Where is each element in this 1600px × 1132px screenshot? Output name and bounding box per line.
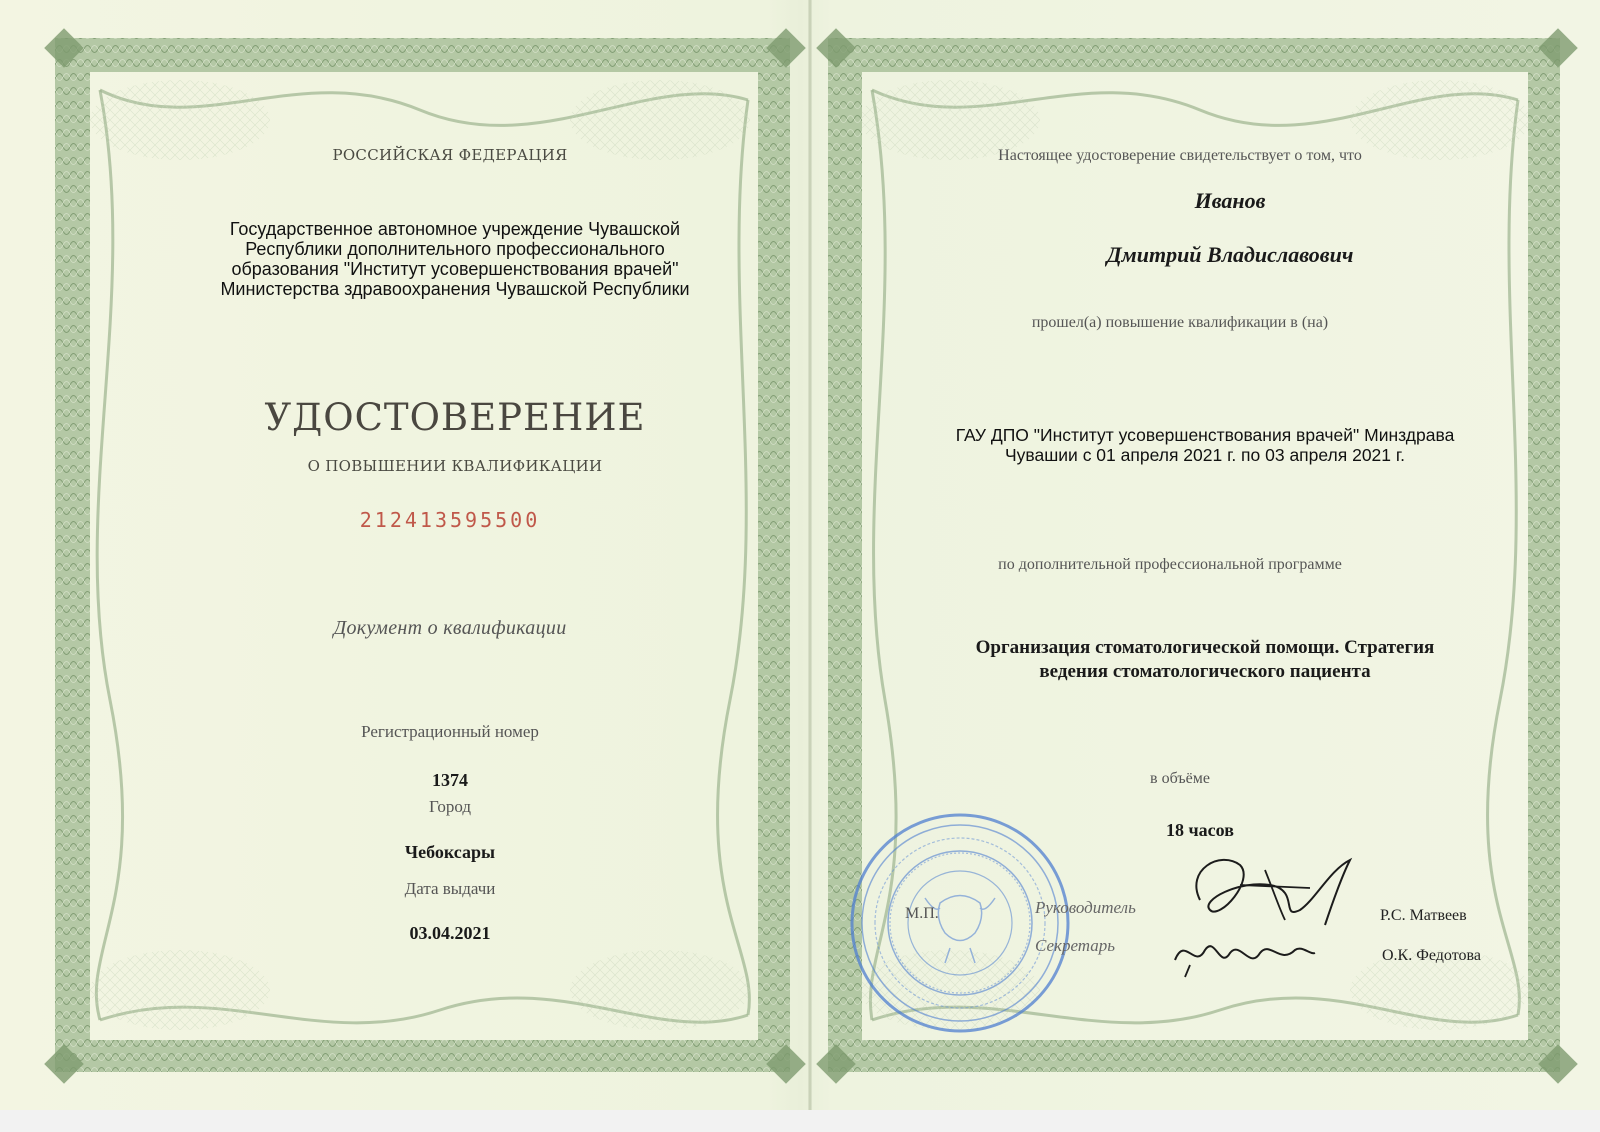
institution-block [160, 219, 750, 299]
volume-label: в объёме [1150, 770, 1210, 787]
organization-line: Чувашии с 01 апреля 2021 г. по 03 апреля 2021 г. [1005, 445, 1405, 465]
passed-text: прошел(а) повышение квалификации в (на) [1031, 314, 1329, 331]
program-block [900, 636, 1510, 684]
registration-label: Регистрационный номер [361, 722, 539, 741]
volume-value: 18 часов [1166, 820, 1234, 840]
round-seal-stamp [845, 808, 1075, 1038]
registration-number: 1374 [432, 770, 468, 790]
document-type: Документ о квалификации [333, 617, 567, 639]
center-fold [808, 0, 812, 1110]
holder-given-names: Дмитрий Владиславович [1106, 242, 1354, 267]
document-title: УДОСТОВЕРЕНИЕ [264, 396, 646, 439]
organization-block [900, 425, 1510, 465]
secretary-name: О.К. Федотова [1382, 947, 1481, 964]
program-line: Организация стоматологической помощи. Стратегия [975, 637, 1435, 658]
program-line: ведения стоматологического пациента [1039, 661, 1371, 682]
document-subtitle: О ПОВЫШЕНИИ КВАЛИФИКАЦИИ [307, 457, 603, 475]
head-role-label: Руководитель [1035, 898, 1136, 917]
secretary-role-label: Секретарь [1035, 936, 1115, 955]
holder-surname: Иванов [1194, 188, 1266, 213]
head-name: Р.С. Матвеев [1380, 907, 1467, 924]
institution-line: Министерства здравоохранения Чувашской Республики [220, 279, 690, 299]
secretary-signature [1170, 925, 1320, 980]
institution-line: образования "Институт усовершенствования врачей" [231, 259, 679, 279]
country-label: РОССИЙСКАЯ ФЕДЕРАЦИЯ [332, 146, 568, 164]
organization-line: ГАУ ДПО "Институт усовершенствования врачей" Минздрава [955, 425, 1455, 445]
program-label: по дополнительной профессиональной программе [998, 556, 1342, 573]
serial-number: 212413595500 [359, 508, 541, 532]
city-label: Город [429, 797, 471, 816]
issue-date: 03.04.2021 [409, 923, 491, 943]
scan-margin [0, 1110, 1600, 1132]
city-value: Чебоксары [404, 842, 496, 862]
institution-line: Государственное автономное учреждение Чувашской [229, 219, 681, 239]
intro-text: Настоящее удостоверение свидетельствует о том, что [998, 147, 1362, 164]
institution-line: Республики дополнительного профессионального [245, 239, 665, 259]
seal-label: М.П. [905, 905, 939, 922]
issue-date-label: Дата выдачи [404, 879, 496, 898]
